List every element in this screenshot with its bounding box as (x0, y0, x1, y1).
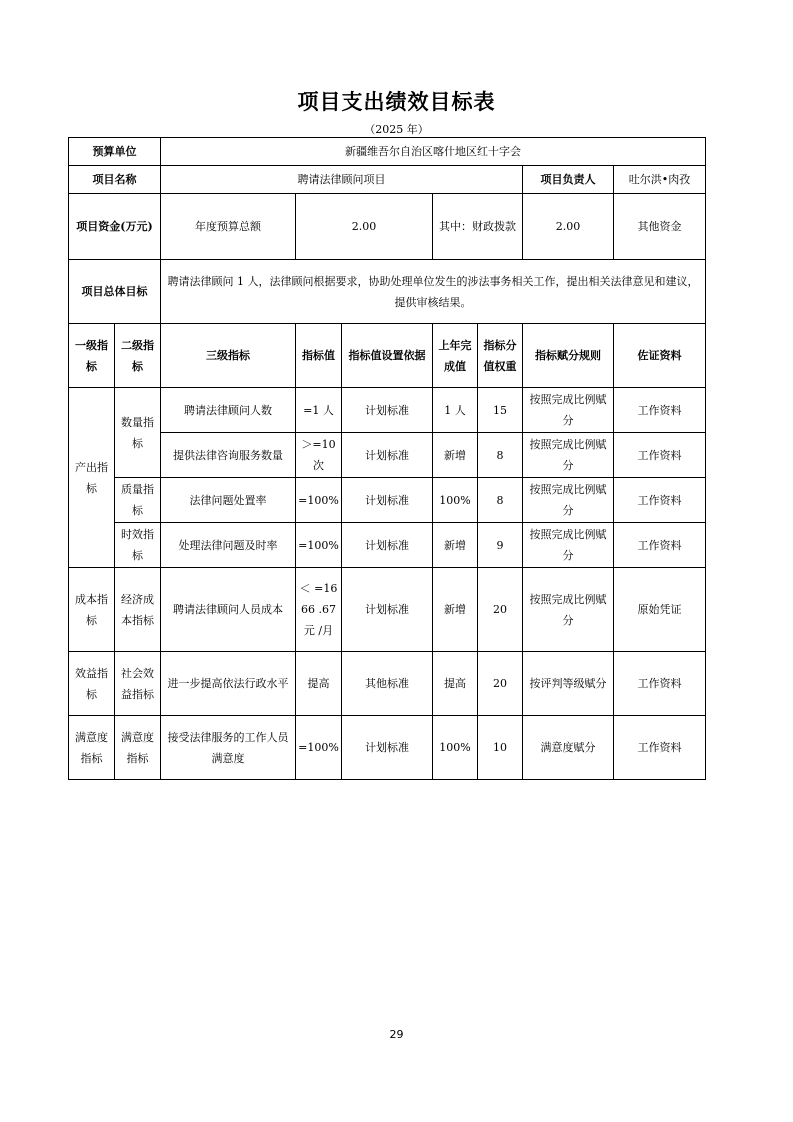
performance-table (68, 137, 706, 780)
row-weight: 15 (478, 388, 523, 433)
row-weight: 20 (478, 652, 523, 716)
group-cost: 成本指标 (69, 568, 115, 652)
row-rule: 按照完成比例赋分 (523, 568, 614, 652)
row-l3: 接受法律服务的工作人员满意度 (161, 716, 296, 780)
project-name-row (69, 166, 706, 194)
header-basis: 指标值设置依据 (342, 324, 433, 388)
row-rule: 满意度赋分 (523, 716, 614, 780)
group-satisfaction-sub: 满意度指标 (115, 716, 161, 780)
row-value: =100% (296, 716, 342, 780)
row-basis: 计划标准 (342, 568, 433, 652)
row-evidence: 工作资料 (614, 478, 706, 523)
row-rule: 按照完成比例赋分 (523, 433, 614, 478)
funds-label: 项目资金(万元) (69, 194, 161, 260)
budget-unit-value: 新疆维吾尔自治区喀什地区红十字会 (161, 138, 706, 166)
row-l3: 聘请法律顾问人数 (161, 388, 296, 433)
row-evidence: 工作资料 (614, 388, 706, 433)
table-row (69, 716, 706, 780)
row-weight: 20 (478, 568, 523, 652)
project-leader-value: 吐尔洪•肉孜 (614, 166, 706, 194)
row-last: 新增 (433, 523, 478, 568)
fiscal-label: 其中：财政拨款 (433, 194, 523, 260)
row-basis: 计划标准 (342, 433, 433, 478)
row-value: ＜ =1666 .67 元 /月 (296, 568, 342, 652)
row-rule: 按照完成比例赋分 (523, 523, 614, 568)
row-weight: 10 (478, 716, 523, 780)
fiscal-value: 2.00 (523, 194, 614, 260)
group-satisfaction: 满意度指标 (69, 716, 115, 780)
row-basis: 计划标准 (342, 523, 433, 568)
group-timeliness: 时效指标 (115, 523, 161, 568)
row-l3: 聘请法律顾问人员成本 (161, 568, 296, 652)
row-basis: 计划标准 (342, 716, 433, 780)
header-level2: 二级指标 (115, 324, 161, 388)
header-last-year: 上年完成值 (433, 324, 478, 388)
row-last: 新增 (433, 568, 478, 652)
row-l3: 法律问题处置率 (161, 478, 296, 523)
table-row (69, 478, 706, 523)
header-level3: 三级指标 (161, 324, 296, 388)
header-level1: 一级指标 (69, 324, 115, 388)
row-l3: 提供法律咨询服务数量 (161, 433, 296, 478)
row-rule: 按照完成比例赋分 (523, 478, 614, 523)
group-social-benefit: 社会效益指标 (115, 652, 161, 716)
header-weight: 指标分值权重 (478, 324, 523, 388)
row-weight: 9 (478, 523, 523, 568)
row-evidence: 工作资料 (614, 652, 706, 716)
table-row (69, 388, 706, 433)
row-evidence: 工作资料 (614, 433, 706, 478)
project-name-value: 聘请法律顾问项目 (161, 166, 523, 194)
row-basis: 计划标准 (342, 478, 433, 523)
header-evidence: 佐证资料 (614, 324, 706, 388)
row-weight: 8 (478, 478, 523, 523)
group-quality: 质量指标 (115, 478, 161, 523)
project-name-label: 项目名称 (69, 166, 161, 194)
group-benefit: 效益指标 (69, 652, 115, 716)
header-rule: 指标赋分规则 (523, 324, 614, 388)
row-basis: 计划标准 (342, 388, 433, 433)
header-value: 指标值 (296, 324, 342, 388)
table-row (69, 433, 706, 478)
budget-unit-row (69, 138, 706, 166)
row-rule: 按照完成比例赋分 (523, 388, 614, 433)
row-rule: 按评判等级赋分 (523, 652, 614, 716)
row-last: 提高 (433, 652, 478, 716)
annual-total-label: 年度预算总额 (161, 194, 296, 260)
row-last: 100% (433, 478, 478, 523)
row-evidence: 工作资料 (614, 523, 706, 568)
row-last: 100% (433, 716, 478, 780)
group-output: 产出指标 (69, 388, 115, 568)
row-value: 提高 (296, 652, 342, 716)
row-value: ＞=10 次 (296, 433, 342, 478)
row-l3: 进一步提高依法行政水平 (161, 652, 296, 716)
budget-unit-label: 预算单位 (69, 138, 161, 166)
overall-goal-label: 项目总体目标 (69, 260, 161, 324)
group-economic-cost: 经济成本指标 (115, 568, 161, 652)
row-value: =1 人 (296, 388, 342, 433)
row-evidence: 工作资料 (614, 716, 706, 780)
overall-goal-row (69, 260, 706, 324)
group-quantity: 数量指标 (115, 388, 161, 478)
annual-total-value: 2.00 (296, 194, 433, 260)
row-basis: 其他标准 (342, 652, 433, 716)
header-row (69, 324, 706, 388)
page-title: 项目支出绩效目标表 (297, 89, 496, 114)
row-evidence: 原始凭证 (614, 568, 706, 652)
row-value: =100% (296, 478, 342, 523)
table-row (69, 652, 706, 716)
other-funds-label: 其他资金 (614, 194, 706, 260)
table-row (69, 523, 706, 568)
row-last: 新增 (433, 433, 478, 478)
row-l3: 处理法律问题及时率 (161, 523, 296, 568)
row-last: 1 人 (433, 388, 478, 433)
row-value: =100% (296, 523, 342, 568)
row-weight: 8 (478, 433, 523, 478)
table-row (69, 568, 706, 652)
page-number: 29 (389, 1028, 404, 1041)
year-label: （2025 年） (364, 123, 429, 136)
project-leader-label: 项目负责人 (523, 166, 614, 194)
funds-row (69, 194, 706, 260)
overall-goal-value: 聘请法律顾问 1 人，法律顾问根据要求，协助处理单位发生的涉法事务相关工作，提出相关法律意见和建议，提供审核结果。 (161, 260, 706, 324)
